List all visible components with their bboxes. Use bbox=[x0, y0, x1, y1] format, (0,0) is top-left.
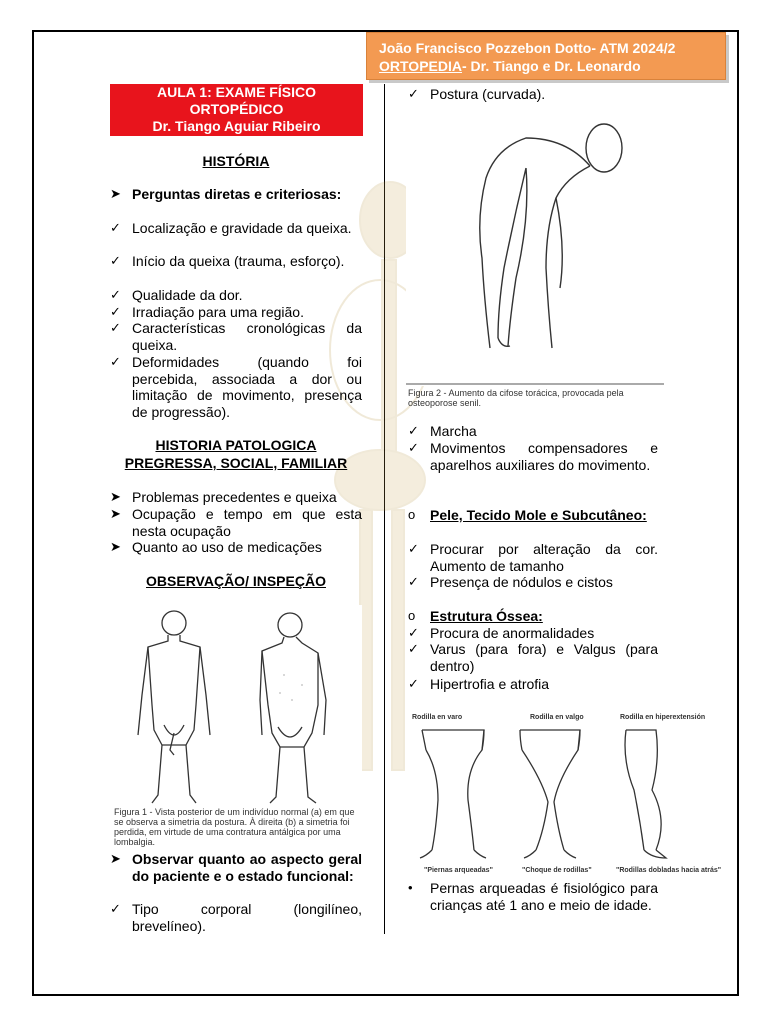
historia-item bbox=[110, 186, 362, 203]
figure-3-bottom-label: "Rodillas dobladas hacia atrás" bbox=[616, 867, 722, 874]
marcha-item bbox=[408, 440, 658, 473]
figure-3-knee-alignment bbox=[408, 710, 698, 876]
bullet-icon: • bbox=[408, 880, 413, 895]
bullet-icon: ✓ bbox=[110, 304, 121, 319]
pele-heading bbox=[408, 507, 658, 524]
historia-item bbox=[110, 354, 362, 420]
bullet-icon: ✓ bbox=[408, 574, 419, 589]
course-line bbox=[379, 58, 641, 74]
bullet-icon: ✓ bbox=[408, 625, 419, 640]
bullet-icon: ✓ bbox=[110, 901, 121, 916]
list-item-text: Perguntas diretas e criteriosas: bbox=[132, 186, 342, 202]
bullet-icon: ✓ bbox=[110, 354, 121, 369]
author-line: João Francisco Pozzebon Dotto- ATM 2024/2 bbox=[379, 40, 676, 56]
bullet-icon: o bbox=[408, 507, 416, 522]
bullet-icon: ✓ bbox=[110, 320, 121, 335]
list-item-text: Movimentos compensadores e aparelhos auxiliares do movimento. bbox=[430, 440, 658, 473]
bullet-icon: ➤ bbox=[110, 489, 121, 504]
list-item-text: Observar quanto ao aspecto geral do paciente e o estado funcional: bbox=[132, 851, 362, 884]
historia-item bbox=[110, 320, 362, 353]
list-item-text: Postura (curvada). bbox=[430, 86, 546, 102]
final-item bbox=[408, 880, 658, 913]
bullet-icon: ✓ bbox=[408, 423, 419, 438]
course-teachers: - Dr. Tiango e Dr. Leonardo bbox=[461, 58, 641, 74]
pele-item bbox=[408, 541, 658, 574]
figure-3-top-label: Rodilla en valgo bbox=[530, 714, 584, 721]
ossea-item bbox=[408, 625, 658, 642]
obs-heading: OBSERVAÇÃO/ INSPEÇÃO bbox=[146, 573, 326, 589]
list-item-text: Presença de nódulos e cistos bbox=[430, 574, 613, 590]
list-item-text: Marcha bbox=[430, 423, 477, 439]
figure-3-bottom-label: "Piernas arqueadas" bbox=[424, 867, 493, 874]
figure-3-top-label: Rodilla en varo bbox=[412, 714, 463, 721]
list-item-text: Varus (para fora) e Valgus (para dentro) bbox=[430, 641, 658, 674]
list-item-text: Pernas arqueadas é fisiológico para crianças até 1 ano e meio de idade. bbox=[430, 880, 658, 913]
figure-2-kyphosis bbox=[406, 108, 664, 386]
bullet-icon: ✓ bbox=[110, 253, 121, 268]
figure-3-top-label: Rodilla en hiperextensión bbox=[620, 714, 706, 721]
postura-item bbox=[408, 86, 658, 103]
figure-3-bottom-label: "Choque de rodillas" bbox=[522, 867, 592, 874]
list-item-text: Qualidade da dor. bbox=[132, 287, 243, 303]
list-item-text: Características cronológicas da queixa. bbox=[132, 320, 362, 353]
list-item-text: Procura de anormalidades bbox=[430, 625, 595, 641]
bullet-icon: ✓ bbox=[408, 541, 419, 556]
list-item-text: Início da queixa (trauma, esforço). bbox=[132, 253, 345, 269]
list-item-text: Problemas precedentes e queixa bbox=[132, 489, 337, 505]
bullet-icon: ➤ bbox=[110, 851, 121, 866]
bullet-icon: ✓ bbox=[408, 440, 419, 455]
hp-heading-line2: PREGRESSA, SOCIAL, FAMILIAR bbox=[124, 455, 348, 471]
list-item-text: Deformidades (quando foi percebida, associada a dor ou limitação de movimento, presença de progressão). bbox=[132, 354, 362, 420]
hp-item bbox=[110, 539, 362, 556]
lesson-title-box bbox=[110, 84, 363, 136]
ossea-heading bbox=[408, 608, 658, 625]
obs-item bbox=[110, 901, 362, 934]
pele-item bbox=[408, 574, 658, 591]
bullet-icon: ➤ bbox=[110, 186, 121, 201]
figure-1-posture-back bbox=[112, 605, 362, 807]
bullet-icon: ➤ bbox=[110, 539, 121, 554]
bullet-icon: ➤ bbox=[110, 506, 121, 521]
list-item-text: Localização e gravidade da queixa. bbox=[132, 220, 352, 236]
course-name: ORTOPEDIA bbox=[379, 58, 462, 74]
ossea-item bbox=[408, 676, 658, 693]
list-item-text: Irradiação para uma região. bbox=[132, 304, 304, 320]
ossea-item bbox=[408, 641, 658, 674]
bullet-icon: ✓ bbox=[110, 287, 121, 302]
title-line-2: ORTOPÉDICO bbox=[189, 101, 284, 117]
hp-heading-line1: HISTORIA PATOLOGICA bbox=[155, 437, 317, 453]
title-line-3: Dr. Tiango Aguiar Ribeiro bbox=[152, 118, 321, 134]
list-item-text: Hipertrofia e atrofia bbox=[430, 676, 550, 692]
bullet-icon: ✓ bbox=[408, 641, 419, 656]
historia-heading: HISTÓRIA bbox=[202, 153, 270, 169]
author-header bbox=[366, 32, 726, 80]
historia-item bbox=[110, 287, 362, 304]
list-item-text: Ocupação e tempo em que esta nesta ocupação bbox=[132, 506, 362, 539]
list-item-text: Estrutura Óssea: bbox=[430, 608, 543, 624]
historia-item bbox=[110, 304, 362, 321]
marcha-item bbox=[408, 423, 658, 440]
list-item-text: Pele, Tecido Mole e Subcutâneo: bbox=[430, 507, 647, 523]
bullet-icon: o bbox=[408, 608, 416, 623]
obs-item bbox=[110, 851, 362, 884]
list-item-text: Tipo corporal (longilíneo, brevelíneo). bbox=[132, 901, 362, 934]
list-item-text: Procurar por alteração da cor. Aumento de tamanho bbox=[430, 541, 658, 574]
list-item-text: Quanto ao uso de medicações bbox=[132, 539, 322, 555]
figure-1-caption: Figura 1 - Vista posterior de um indivíduo normal (a) em que se observa a simetria da postura. À direita (b) a simetria foi perdida, em virtude de uma contratura antálgica por uma lombalgia. bbox=[114, 807, 355, 847]
bullet-icon: ✓ bbox=[110, 220, 121, 235]
bullet-icon: ✓ bbox=[408, 676, 419, 691]
figure-2-caption: Figura 2 - Aumento da cifose torácica, provocada pela osteoporose senil. bbox=[408, 388, 624, 408]
hp-item bbox=[110, 506, 362, 539]
historia-item bbox=[110, 253, 362, 270]
historia-item bbox=[110, 220, 362, 237]
hp-item bbox=[110, 489, 362, 506]
title-line-1: AULA 1: EXAME FÍSICO bbox=[157, 84, 316, 100]
bullet-icon: ✓ bbox=[408, 86, 419, 101]
